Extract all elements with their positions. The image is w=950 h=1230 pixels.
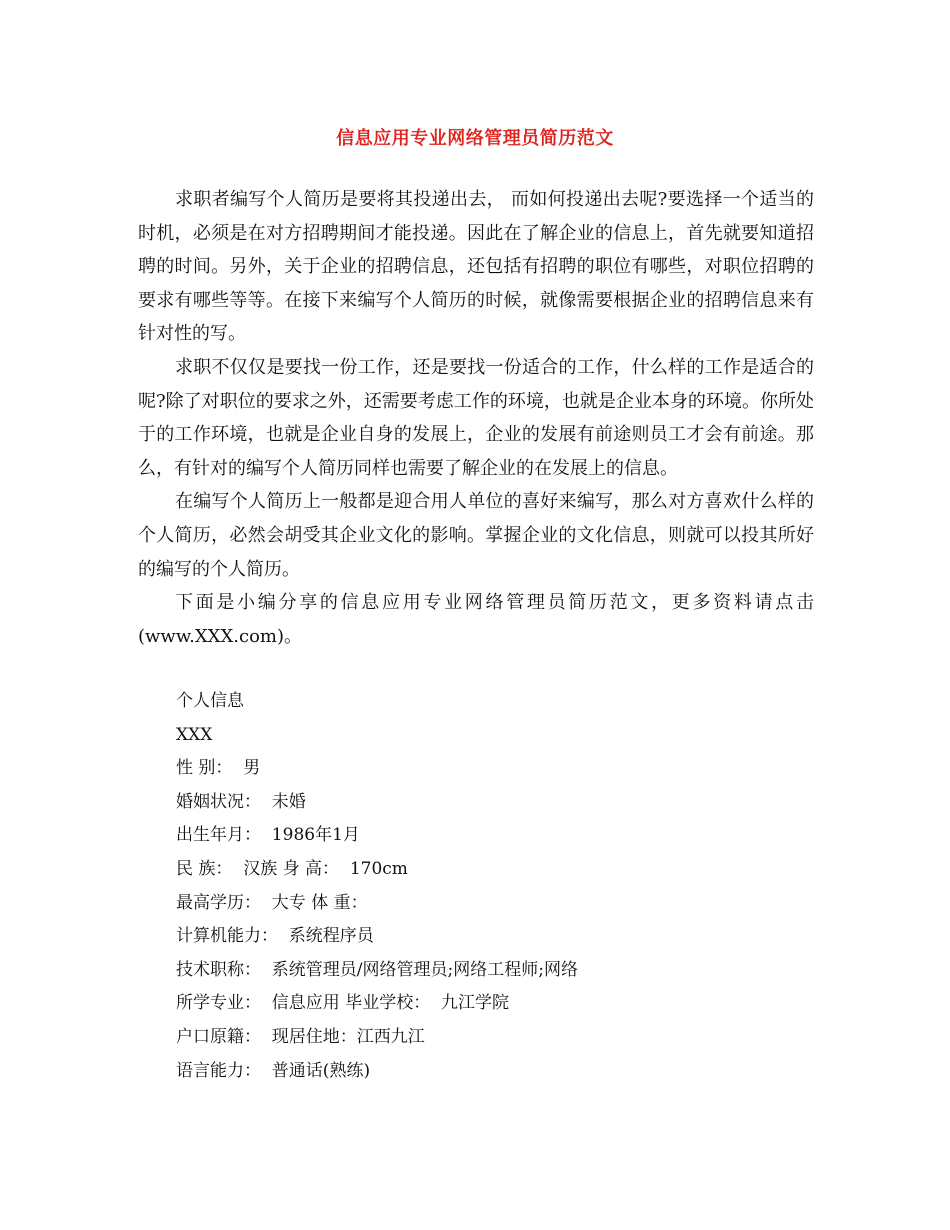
info-heading: 个人信息 (176, 691, 244, 711)
paragraph-1: 求职者编写个人简历是要将其投递出去， 而如何投递出去呢?要选择一个适当的时机，必须是在对方招聘期间才能投递。因此在了解企业的信息上，首先就要知道招聘的时间。另外，关于企业的招聘信息，还包括有招聘的职位有哪些，对职位招聘的要求有哪些等等。在接下来编写个人简历的时候，就像需要根据企业的招聘信息来有针对性的写。 (138, 189, 814, 345)
info-gender: 性 别： 男 (176, 758, 261, 779)
info-birth-date: 出生年月： 1986年1月 (176, 825, 360, 846)
paragraph-2: 求职不仅仅是要找一份工作，还是要找一份适合的工作，什么样的工作是适合的呢?除了对职位的要求之外，还需要考虑工作的环境，也就是企业本身的环境。你所处于的工作环境，也就是企业自身的发展上，企业的发展有前途则员工才会有前途。那么，有针对的编写个人简历同样也需要了解企业的在发展上的信息。 (138, 356, 814, 479)
info-major-school: 所学专业： 信息应用 毕业学校： 九江学院 (176, 993, 510, 1014)
info-residence: 户口原籍： 现居住地：江西九江 (176, 1026, 425, 1047)
document-body (138, 183, 814, 653)
info-technical-title: 技术职称： 系统管理员/网络管理员;网络工程师;网络 (176, 959, 578, 980)
info-computer-skills: 计算机能力： 系统程序员 (176, 926, 374, 947)
info-ethnicity-height: 民 族： 汉族 身 高： 170cm (176, 858, 408, 879)
paragraph-4: 下面是小编分享的信息应用专业网络管理员简历范文，更多资料请点击(www.XXX.com)。 (138, 592, 814, 647)
paragraph-3: 在编写个人简历上一般都是迎合用人单位的喜好来编写，那么对方喜欢什么样的个人简历，必然会胡受其企业文化的影响。掌握企业的文化信息，则就可以投其所好的编写的个人简历。 (138, 491, 814, 580)
info-name: XXX (176, 724, 213, 745)
info-education-weight: 最高学历： 大专 体 重： (176, 892, 368, 913)
info-marital-status: 婚姻状况： 未婚 (176, 791, 306, 812)
info-language: 语言能力： 普通话(熟练) (176, 1060, 371, 1081)
personal-info-list (176, 685, 816, 1088)
document-title: 信息应用专业网络管理员简历范文 (336, 128, 614, 149)
